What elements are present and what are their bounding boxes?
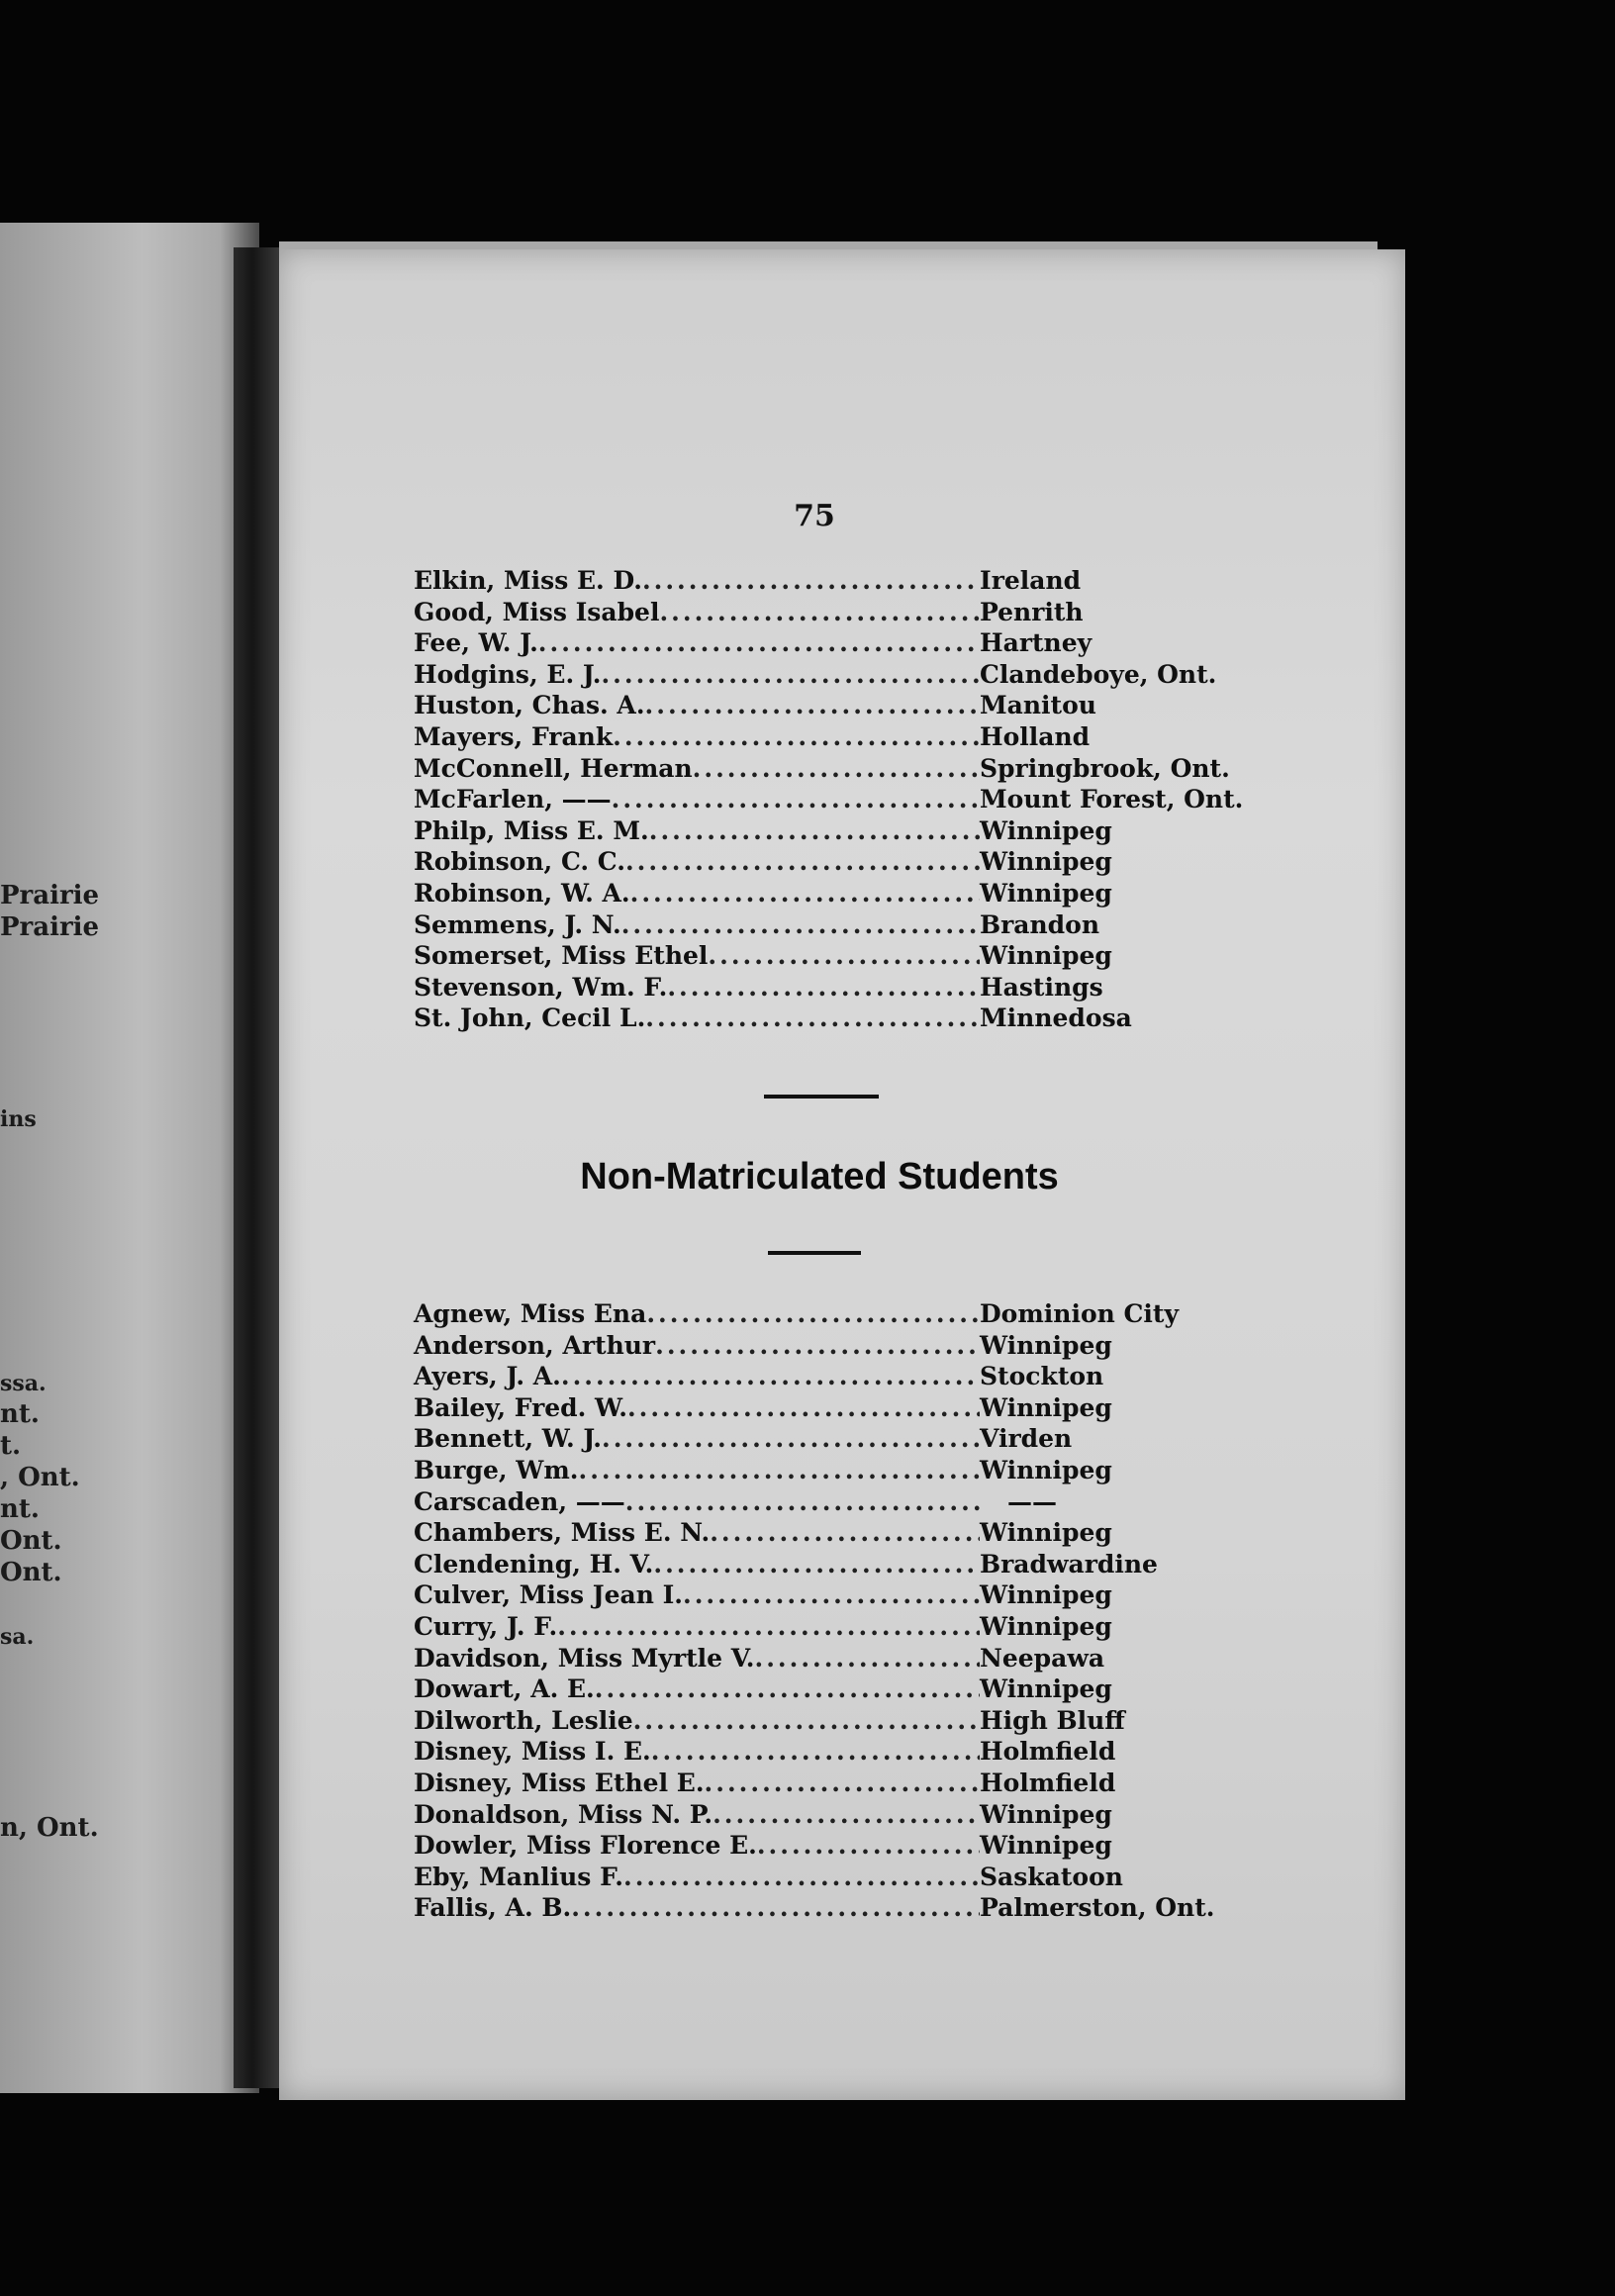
leader-dots [602, 1424, 980, 1453]
leader-dots [755, 1644, 981, 1673]
leader-dots [571, 1893, 980, 1922]
leader-dots [625, 847, 980, 876]
student-name: Ayers, J. A. [414, 1362, 561, 1391]
student-hometown: Winnipeg [980, 1518, 1112, 1548]
list-item [414, 816, 1225, 848]
student-name: Mayers, Frank [414, 721, 614, 751]
list-item [414, 722, 1225, 754]
student-hometown: Winnipeg [980, 1611, 1112, 1641]
student-hometown: Hartney [980, 628, 1092, 658]
section-title: Non-Matriculated Students [580, 1156, 1059, 1197]
student-hometown: Holland [980, 721, 1091, 751]
leader-dots [645, 1004, 980, 1032]
list-item [414, 941, 1225, 973]
student-name: Burge, Wm. [414, 1455, 579, 1484]
leader-dots [705, 1769, 980, 1797]
left-page-text: nt. [0, 1494, 40, 1524]
leader-dots [693, 754, 980, 783]
list-item [414, 1893, 1225, 1925]
student-name: St. John, Cecil L. [414, 1004, 646, 1033]
leader-dots [621, 910, 980, 939]
leader-dots [595, 1674, 980, 1703]
leader-dots [683, 1580, 980, 1609]
list-item [414, 1863, 1225, 1894]
leader-dots [633, 1706, 980, 1735]
student-hometown: Stockton [980, 1362, 1104, 1391]
student-hometown: Saskatoon [980, 1862, 1123, 1891]
student-name: Bennett, W. J. [414, 1424, 602, 1454]
student-hometown: Neepawa [980, 1643, 1105, 1673]
leader-dots [667, 973, 980, 1002]
list-item [414, 628, 1225, 660]
leader-dots [623, 1863, 980, 1891]
leader-dots [613, 722, 980, 751]
student-hometown: Clandeboye, Ont. [980, 659, 1217, 689]
left-page-text: ssa. [0, 1371, 47, 1396]
left-page-text: n, Ont. [0, 1813, 99, 1843]
leader-dots [646, 1299, 980, 1328]
leader-dots [653, 1550, 980, 1578]
list-item [414, 1769, 1225, 1800]
student-hometown: Winnipeg [980, 1392, 1112, 1422]
student-name: Robinson, W. A. [414, 878, 630, 908]
list-item [414, 1612, 1225, 1644]
student-name: Semmens, J. N. [414, 909, 621, 939]
list-item [414, 1456, 1225, 1487]
student-hometown: Winnipeg [980, 1455, 1112, 1484]
list-item [414, 1706, 1225, 1738]
student-hometown: Palmerston, Ont. [980, 1893, 1215, 1923]
student-hometown: Penrith [980, 597, 1084, 626]
list-item [414, 1299, 1225, 1331]
student-name: Donaldson, Miss N. P. [414, 1799, 713, 1829]
leader-dots [561, 1362, 980, 1390]
student-name: Davidson, Miss Myrtle V. [414, 1643, 755, 1673]
student-hometown: High Bluff [980, 1705, 1125, 1735]
list-item [414, 1737, 1225, 1769]
left-page-text: nt. [0, 1399, 40, 1429]
student-hometown: Winnipeg [980, 815, 1112, 845]
student-name: McFarlen, —— [414, 785, 612, 814]
student-hometown: Winnipeg [980, 878, 1112, 908]
student-name: Robinson, C. C. [414, 847, 625, 877]
student-hometown: Mount Forest, Ont. [980, 785, 1244, 814]
student-name: Anderson, Arthur [414, 1330, 656, 1360]
student-name: Somerset, Miss Ethel [414, 941, 709, 971]
list-item [414, 973, 1225, 1004]
student-name: Agnew, Miss Ena [414, 1299, 647, 1328]
list-item [414, 785, 1244, 816]
student-list-matriculated [414, 566, 1244, 1035]
student-name: Philp, Miss E. M. [414, 815, 649, 845]
list-item [414, 566, 1225, 598]
student-name: Huston, Chas. A. [414, 691, 645, 720]
student-name: Hodgins, E. J. [414, 659, 602, 689]
student-name: Elkin, Miss E. D. [414, 566, 642, 595]
leader-dots [630, 879, 980, 908]
student-hometown: Winnipeg [980, 847, 1112, 877]
left-page-text: Prairie [0, 881, 100, 910]
student-name: Culver, Miss Jean I. [414, 1580, 683, 1610]
student-hometown: Ireland [980, 566, 1082, 595]
leader-dots [612, 785, 980, 813]
divider-rule [764, 1095, 879, 1099]
list-item [414, 1424, 1225, 1456]
left-page-text: , Ont. [0, 1463, 80, 1492]
student-hometown: Holmfield [980, 1737, 1116, 1767]
list-item [414, 660, 1225, 692]
left-page-text: Ont. [0, 1526, 62, 1556]
list-item [414, 1331, 1225, 1363]
list-item [414, 1518, 1225, 1550]
student-name: Eby, Manlius F. [414, 1862, 624, 1891]
leader-dots [708, 941, 980, 970]
student-name: Dowler, Miss Florence E. [414, 1831, 757, 1861]
page-number: 75 [794, 499, 835, 533]
leader-dots [625, 1487, 980, 1516]
student-hometown: Brandon [980, 909, 1100, 939]
list-item [414, 598, 1225, 629]
student-hometown: Manitou [980, 691, 1096, 720]
list-item [414, 1800, 1225, 1832]
left-page-text: t. [0, 1431, 22, 1461]
list-item [414, 1362, 1225, 1393]
leader-dots [649, 816, 980, 845]
student-name: McConnell, Herman [414, 753, 693, 783]
student-hometown: Winnipeg [980, 1799, 1112, 1829]
list-item [414, 1831, 1225, 1863]
student-name: Stevenson, Wm. F. [414, 972, 668, 1002]
list-item [414, 1674, 1225, 1706]
left-page-text: Prairie [0, 912, 100, 942]
book-gutter [234, 247, 281, 2088]
leader-dots [538, 628, 980, 657]
student-name: Dilworth, Leslie [414, 1705, 633, 1735]
student-name: Good, Miss Isabel [414, 597, 660, 626]
leader-dots [712, 1800, 980, 1829]
leader-dots [757, 1831, 980, 1860]
list-item [414, 753, 1230, 786]
left-page-text: Ont. [0, 1558, 62, 1587]
left-page-text: sa. [0, 1624, 35, 1650]
student-hometown: Minnedosa [980, 1004, 1132, 1033]
student-name: Bailey, Fred. W. [414, 1392, 627, 1422]
student-name: Clendening, H. V. [414, 1549, 654, 1578]
student-hometown: Winnipeg [980, 1580, 1112, 1610]
student-hometown: —— [1007, 1486, 1057, 1516]
leader-dots [655, 1331, 980, 1360]
student-name: Carscaden, —— [414, 1486, 625, 1516]
student-name: Chambers, Miss E. N. [414, 1518, 711, 1548]
leader-dots [710, 1518, 980, 1547]
leader-dots [601, 660, 980, 689]
list-item [414, 879, 1225, 910]
leader-dots [579, 1456, 980, 1484]
leader-dots [651, 1737, 980, 1766]
list-item [414, 1644, 1225, 1675]
leader-dots [645, 691, 980, 719]
divider-rule [768, 1251, 861, 1255]
student-hometown: Winnipeg [980, 1674, 1112, 1704]
list-item [414, 1004, 1225, 1035]
student-name: Disney, Miss I. E. [414, 1737, 651, 1767]
student-hometown: Winnipeg [980, 1330, 1112, 1360]
list-item [414, 847, 1225, 879]
student-name: Dowart, A. E. [414, 1674, 595, 1704]
leader-dots [557, 1612, 980, 1641]
student-hometown: Winnipeg [980, 941, 1112, 971]
student-hometown: Holmfield [980, 1768, 1116, 1797]
list-item [414, 1550, 1225, 1581]
leader-dots [642, 566, 980, 595]
student-name: Disney, Miss Ethel E. [414, 1768, 705, 1797]
student-hometown: Winnipeg [980, 1831, 1112, 1861]
list-item [414, 910, 1225, 942]
student-hometown: Bradwardine [980, 1549, 1158, 1578]
student-hometown: Virden [980, 1424, 1073, 1454]
leader-dots [627, 1393, 980, 1422]
student-hometown: Springbrook, Ont. [980, 753, 1230, 783]
list-item [414, 1487, 1225, 1519]
student-hometown: Dominion City [980, 1299, 1180, 1328]
student-name: Curry, J. F. [414, 1611, 558, 1641]
list-item [414, 1580, 1225, 1612]
student-list-non-matriculated [414, 1299, 1225, 1925]
list-item [414, 691, 1225, 722]
leader-dots [659, 598, 980, 626]
left-page-text: ins [0, 1106, 37, 1132]
student-hometown: Hastings [980, 972, 1103, 1002]
student-name: Fee, W. J. [414, 628, 538, 658]
list-item [414, 1393, 1225, 1425]
left-page [0, 223, 259, 2093]
student-name: Fallis, A. B. [414, 1893, 572, 1923]
